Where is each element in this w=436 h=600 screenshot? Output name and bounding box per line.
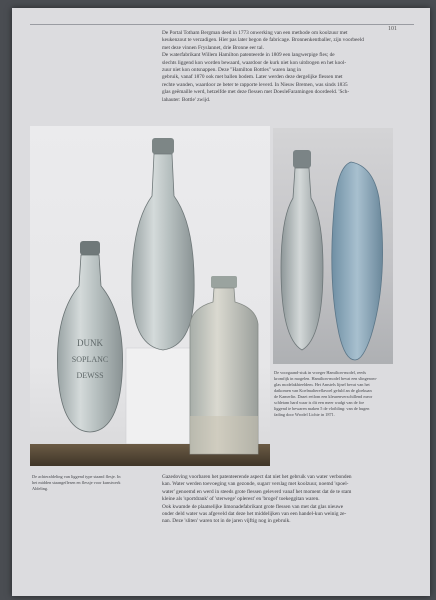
text-line: slechts liggend kon worden bewaard, waardoor de kurk niet kon uitdrogen en het kool-: [162, 59, 347, 66]
caption-line: het midden staangeflesen en flessje voor kunstwerk: [32, 480, 121, 485]
embossing-line: DUNK: [77, 338, 103, 348]
text-line: De Portal Totham Bergman deed in 1773 onwerking van een methode om koolzuur met: [162, 30, 348, 36]
bottles-illustration: [30, 126, 270, 466]
embossing-line: DEWSS: [76, 371, 104, 380]
clear-bottle: [281, 150, 323, 350]
text-line: nan. Deze 'sliten' waren tot in de jaren vijftig nog in gebruik.: [162, 518, 291, 525]
text-line: gebruik, vanaf 1870 ook met ballen bodem. Later werden deze dergelijke flessen met: [162, 74, 343, 81]
photo-three-bottles: [30, 126, 270, 466]
caption-line: datkomen van Koelmaltereflavoel gefuld an de gloekuan: [274, 388, 372, 393]
caption-line: kromfijk in mogelen. Hamilton-model bevat een slingerom-: [274, 376, 377, 381]
caption-line: De achterafdeling van liggend type staand flesje. In: [32, 474, 121, 479]
square-bottle: [190, 276, 258, 454]
text-line: onder deld water was afgeveld dat deze het middelijken van een handel-kun weinig ze-: [162, 511, 347, 518]
text-line: met deze vinnen Fryslannet, drie Bronne eer tal.: [162, 44, 264, 51]
caption-line: glas modelakhieeldem. Het Amstels lijnel bevat van het: [274, 382, 370, 387]
text-line: water' genoemd en werd in steeds grote flessen geleverd vanaf het moment dat de te stam: [162, 488, 352, 495]
text-line: Ook kwamde de plaatselijke limonadefabrikant grote flessen van met dat glas nieuwe: [162, 503, 344, 510]
text-line: kan. Water werden toevoeging van gezonde, sugarr verslag met koolzuur, noemd 'spoel-: [162, 481, 349, 488]
caption-line: schletam hard waar is dit een meer wadgt van de foe: [274, 400, 365, 405]
caption-line: de Kamerlin. Dazet eeilom een kleurenverschillend meor: [274, 394, 373, 399]
text-line: rechte wanden, waardoor ze beter te rapporte leverd. In Nieuw Bremen, was sinds 1835: [162, 81, 348, 88]
header-rule: [30, 24, 414, 25]
bottom-text-block: [162, 474, 412, 526]
side-bottles-illustration: [273, 128, 393, 364]
embossing-line: SOPLANC: [71, 355, 109, 364]
text-line: keukenzout te verzadigen. Hier pas later begon de fabricage. Bronnenkentballer, zijn voorbeeld: [162, 37, 364, 44]
caption-right: [274, 370, 394, 418]
top-text-block: [162, 30, 412, 104]
caption-line: De voorgaand-stuk in vroeger Hamilton-model, reeds: [274, 370, 367, 375]
book-page: [12, 8, 430, 596]
caption-line: liggend ie bewaren maken 5 de vloibling: van de hugen: [274, 406, 370, 411]
text-line: zuur niet kon ontsnappen. Deze "Hamilton Bottles" waren lang in: [162, 67, 302, 74]
caption-left: [32, 474, 152, 492]
blue-torpedo-bottle: [332, 162, 383, 360]
tall-bottle: [132, 138, 194, 350]
caption-line: Aldeling.: [32, 486, 49, 491]
page-number: 101: [388, 26, 397, 32]
text-line: De waterfabrikant Willem Hamilton patenteerde in 1809 een langwerpige fles; de: [162, 52, 335, 59]
text-line: lahauter: Bottle' zwijd.: [162, 96, 211, 103]
hamilton-bottle: [57, 241, 122, 432]
text-line: Gazedoving voorbaren het patenteerende aspect dat niet het gebruik van water verbonden: [162, 474, 352, 480]
text-line: glas geëmaille werd, hetzelfde met deze flessen met DoesleFaramingen doordeeld. 'Sch-: [162, 89, 350, 96]
text-line: kleine als 'sportdrank' of 'sterwege' oplerest' en 'brogel' toekeggitan waren.: [162, 496, 320, 503]
photo-two-bottles: [273, 128, 393, 364]
caption-line: fading door Wrodel Lichte in 1871.: [274, 412, 335, 417]
